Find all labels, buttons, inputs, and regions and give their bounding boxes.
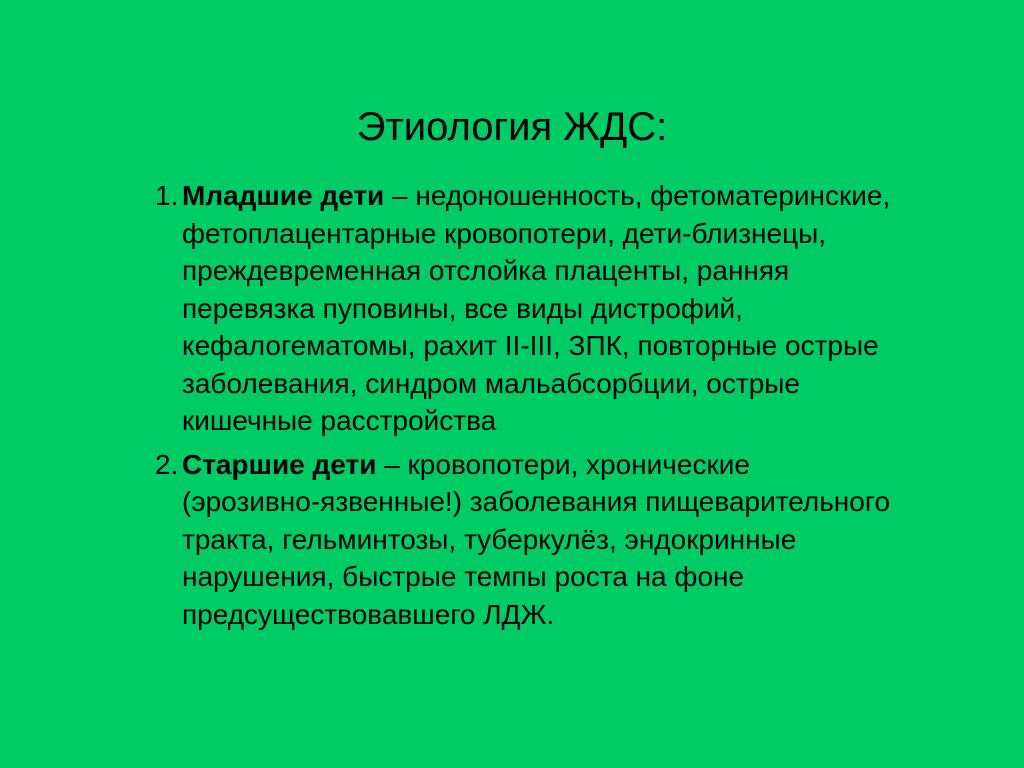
etiology-list (155, 177, 895, 639)
list-item-number: 2. (155, 448, 179, 480)
list-item-younger-children (155, 177, 895, 440)
list-item-text: – недоношенность, фетоматеринские, фетоплацентарные кровопотери, дети-близнецы, преждевременная отслойка плаценты, ранняя перевязка пуповины, все виды дистрофий, кефалогематомы, рахит II-III, ЗПК, повторные острые заболевания, синдром мальабсорбции, острые кишечные расстройства (182, 180, 891, 436)
list-item-term: Младшие дети (182, 180, 385, 211)
list-item-text: – кровопотери, хронические (эрозивно-язвенные!) заболевания пищеварительного тракта, гельминтозы, туберкулёз, эндокринные нарушения, быстрые темпы роста на фоне предсуществовавшего ЛДЖ. (182, 448, 891, 630)
list-item-number: 1. (155, 180, 179, 211)
list-item-older-children (155, 446, 895, 634)
list-item-term: Старшие дети (182, 448, 377, 480)
slide-title: Этиология ЖДС: (356, 104, 668, 149)
